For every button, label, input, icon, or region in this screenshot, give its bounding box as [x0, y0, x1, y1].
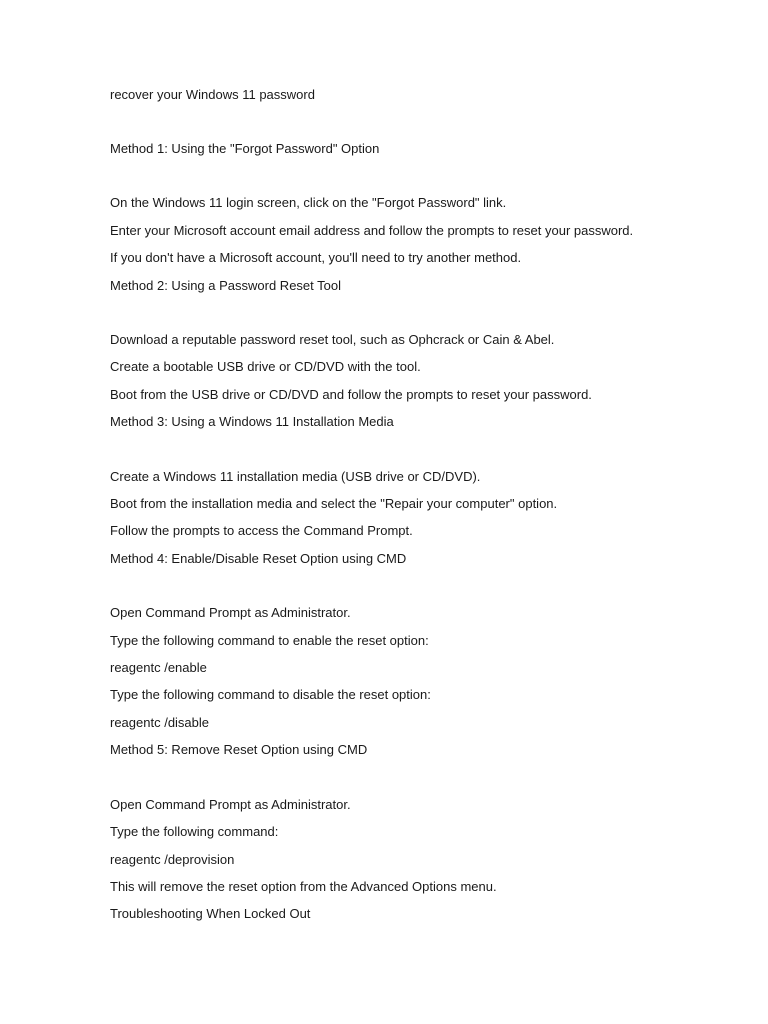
- document-title: recover your Windows 11 password: [110, 87, 315, 102]
- method-2-step-1: Download a reputable password reset tool, such as Ophcrack or Cain & Abel.: [110, 332, 555, 347]
- command-disable: reagentc /disable: [110, 715, 210, 730]
- method-3-heading: Method 3: Using a Windows 11 Installation Media: [110, 414, 394, 429]
- troubleshooting-heading: Troubleshooting When Locked Out: [110, 906, 311, 921]
- method-1-heading: Method 1: Using the "Forgot Password" Option: [110, 141, 380, 156]
- method-4-step-1: Open Command Prompt as Administrator.: [110, 605, 351, 620]
- method-1-step-1: On the Windows 11 login screen, click on the "Forgot Password" link.: [110, 195, 507, 210]
- method-5-step-3: This will remove the reset option from the Advanced Options menu.: [110, 879, 497, 894]
- method-3-step-3: Follow the prompts to access the Command Prompt.: [110, 523, 413, 538]
- method-1-step-3: If you don't have a Microsoft account, you'll need to try another method.: [110, 250, 522, 265]
- method-4-step-3: Type the following command to disable the reset option:: [110, 687, 431, 702]
- method-2-step-2: Create a bootable USB drive or CD/DVD with the tool.: [110, 359, 421, 374]
- method-1-step-2: Enter your Microsoft account email address and follow the prompts to reset your password.: [110, 223, 634, 238]
- method-2-heading: Method 2: Using a Password Reset Tool: [110, 278, 341, 293]
- method-4-heading: Method 4: Enable/Disable Reset Option using CMD: [110, 551, 407, 566]
- command-enable: reagentc /enable: [110, 660, 207, 675]
- method-5-step-1: Open Command Prompt as Administrator.: [110, 797, 351, 812]
- method-5-step-2: Type the following command:: [110, 824, 279, 839]
- method-2-step-3: Boot from the USB drive or CD/DVD and follow the prompts to reset your password.: [110, 387, 592, 402]
- method-3-step-1: Create a Windows 11 installation media (USB drive or CD/DVD).: [110, 469, 481, 484]
- method-3-step-2: Boot from the installation media and select the "Repair your computer" option.: [110, 496, 558, 511]
- method-5-heading: Method 5: Remove Reset Option using CMD: [110, 742, 368, 757]
- command-deprovision: reagentc /deprovision: [110, 852, 235, 867]
- method-4-step-2: Type the following command to enable the reset option:: [110, 633, 429, 648]
